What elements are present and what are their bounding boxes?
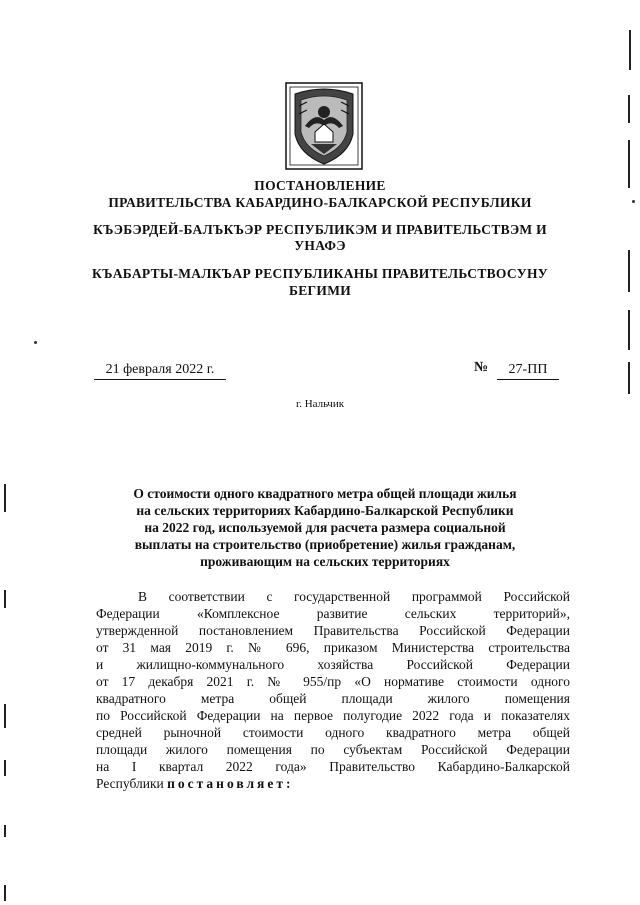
resolution-title-line: на 2022 год, используемой для расчета размера социальной — [144, 520, 506, 535]
resolution-title — [110, 485, 540, 570]
document-number: 27-ПП — [497, 361, 559, 380]
document-number-label: № — [474, 360, 489, 375]
government-name-kabardian-line-1: КЪЭБЭРДЕЙ-БАЛЪКЪЭР РЕСПУБЛИКЭМ И ПРАВИТЕЛЬСТВЭМ И — [93, 222, 547, 237]
scan-artifact — [4, 590, 6, 608]
paragraph-line: В соответствии с государственной программой Российской — [138, 589, 570, 604]
scan-speck — [34, 341, 37, 344]
paragraph-line: квадратного метра общей площади жилого помещения — [96, 691, 570, 706]
scan-artifact — [628, 140, 630, 188]
paragraph-line: площади жилого помещения по субъектам Российской Федерации — [96, 742, 570, 757]
resolution-title-line: выплаты на строительство (приобретение) жилья гражданам, — [134, 537, 516, 552]
resolution-title-line: проживающим на сельских территориях — [200, 554, 450, 569]
scan-artifact — [4, 704, 6, 728]
scan-speck — [632, 200, 635, 203]
paragraph-line: на I квартал 2022 года» Правительство Кабардино-Балкарской — [96, 759, 570, 774]
scan-artifact — [629, 30, 631, 70]
document-date: 21 февраля 2022 г. — [94, 361, 226, 380]
document-type-title: ПОСТАНОВЛЕНИЕ — [254, 178, 386, 193]
scan-artifact — [628, 95, 630, 123]
government-name-russian: ПРАВИТЕЛЬСТВА КАБАРДИНО-БАЛКАРСКОЙ РЕСПУБЛИКИ — [108, 195, 532, 210]
scan-artifact — [4, 484, 6, 512]
paragraph-line: средней рыночной стоимости одного квадратного метра общей — [96, 725, 570, 740]
resolution-title-line: на сельских территориях Кабардино-Балкарской Республики — [136, 503, 514, 518]
government-name-kabardian-line-2: УНАФЭ — [294, 238, 346, 253]
resolution-title-line: О стоимости одного квадратного метра общей площади жилья — [133, 486, 517, 501]
preamble-paragraph — [96, 588, 570, 792]
scan-artifact — [628, 310, 630, 350]
resolves-keyword: постановляет: — [167, 776, 294, 791]
paragraph-line: по Российской Федерации на первое полугодие 2022 года и показателях — [96, 708, 570, 723]
government-name-balkar-line-1: КЪАБАРТЫ-МАЛКЪАР РЕСПУБЛИКАНЫ ПРАВИТЕЛЬСТВОСУНУ — [92, 266, 548, 281]
scan-artifact — [628, 362, 630, 394]
scan-artifact — [628, 250, 630, 292]
scan-artifact — [4, 885, 6, 901]
government-name-balkar-line-2: БЕГИМИ — [288, 283, 352, 298]
paragraph-line: утвержденной постановлением Правительства Российской Федерации — [96, 623, 570, 638]
coat-of-arms-emblem — [285, 82, 363, 170]
scan-artifact — [4, 760, 6, 776]
paragraph-line: и жилищно-коммунального хозяйства Российской Федерации — [96, 657, 570, 672]
scan-artifact — [4, 825, 6, 837]
city-name: г. Нальчик — [295, 398, 345, 410]
paragraph-last-line — [96, 775, 570, 792]
paragraph-line: от 31 мая 2019 г. № 696, приказом Министерства строительства — [96, 640, 570, 655]
republic-word: Республики — [96, 776, 164, 791]
paragraph-line: от 17 декабря 2021 г. № 955/пр «О нормативе стоимости одного — [96, 674, 570, 689]
paragraph-line: Федерации «Комплексное развитие сельских территорий», — [96, 606, 570, 621]
